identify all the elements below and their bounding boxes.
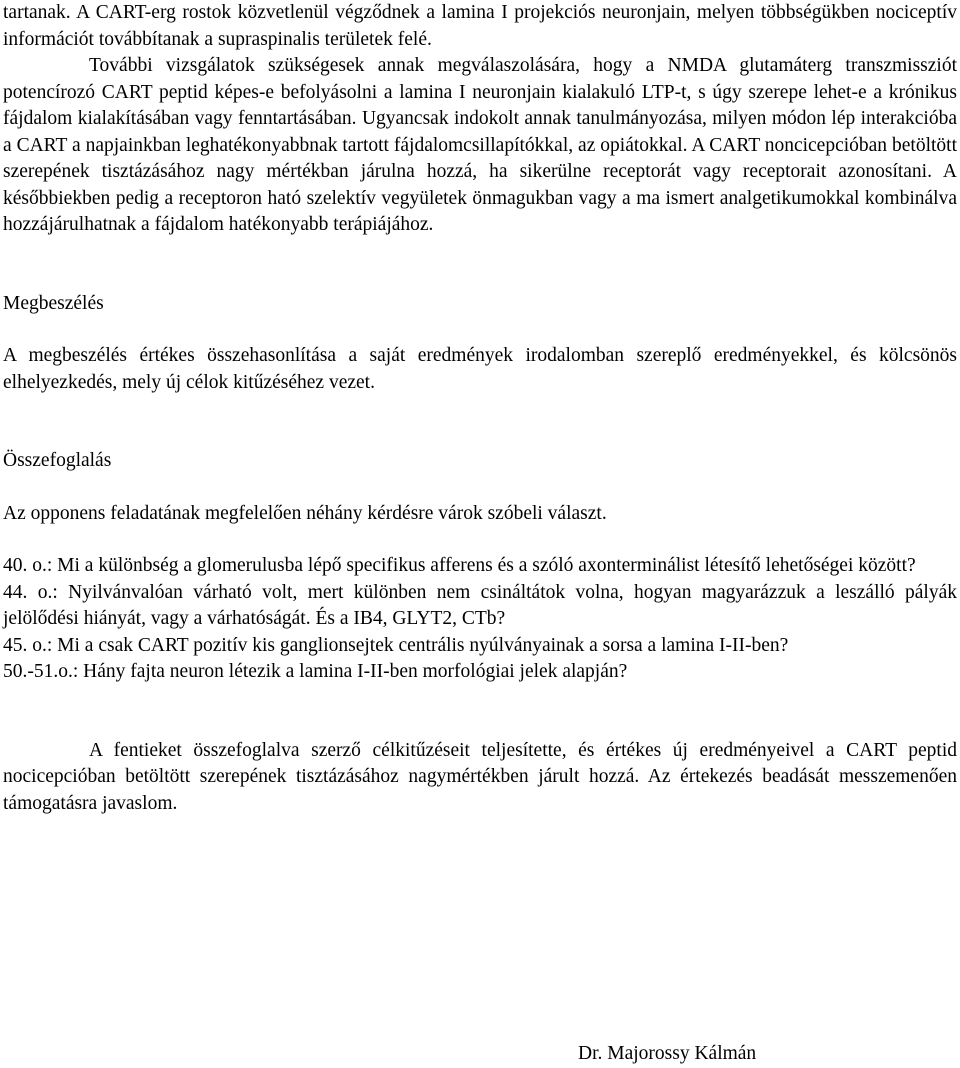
question-item: 40. o.: Mi a különbség a glomerulusba lépő specifikus afferens és a szóló axonterminálist létesítő lehetőségei között?: [3, 555, 916, 576]
section-title-discussion: Megbeszélés: [3, 292, 104, 314]
signature: Dr. Majorossy Kálmán: [578, 1043, 757, 1064]
paragraph-discussion: A megbeszélés értékes összehasonlítása a saját eredmények irodalomban szereplő eredményekkel, és kölcsönös elhelyezkedés, mely új célok kitűzéséhez vezet.: [3, 345, 957, 393]
question-item: 45. o.: Mi a csak CART pozitív kis ganglionsejtek centrális nyúlványainak a sorsa a lamina I-II-ben?: [3, 634, 789, 656]
document-page: [3, 0, 957, 817]
question-list: [3, 553, 957, 686]
spacer: [3, 527, 957, 553]
spacer: [3, 686, 957, 738]
paragraph-continuation: tartanak. A CART-erg rostok közvetlenül végződnek a lamina I projekciós neuronjain, melyen többségükben nociceptív információt továbbítanak a supraspinalis területek felé.: [3, 2, 957, 50]
spacer: [3, 239, 957, 291]
section-title-summary: Összefoglalás: [3, 450, 112, 471]
spacer: [3, 475, 957, 501]
spacer: [3, 396, 957, 448]
paragraph-closing: A fentieket összefoglalva szerző célkitűzéseit teljesítette, és értékes új eredményeivel a CART peptid nocicepcióban betöltött szerepének tisztázásához nagymértékben járult hozzá. Az értekezés beadását messzemenően támogatásra javaslom.: [3, 739, 957, 814]
question-item: 50.-51.o.: Hány fajta neuron létezik a lamina I-II-ben morfológiai jelek alapján?: [3, 661, 628, 682]
paragraph-summary-intro: Az opponens feladatának megfelelően néhány kérdésre várok szóbeli választ.: [3, 502, 607, 524]
paragraph-further-research: További vizsgálatok szükségesek annak megválaszolására, hogy a NMDA glutamáterg transzmissziót potencírozó CART peptid képes-e befolyásolni a lamina I neuronjain kialakuló LTP-t, s úgy szerepe lehet-e a krónikus fájdalom kialakításában vagy fenntartásában. Ugyancsak indokolt annak tanulmányozása, milyen módon lép interakcióba a CART a napjainkban leghatékonyabbnak tartott fájdalomcsillapítókkal, az opiátokkal. A CART noncicepcióban betöltött szerepének tisztázásához nagy mértékban járulna hozzá, ha sikerülne receptorát vagy receptorait azonosítani. A későbbiekben pedig a receptoron ható szelektív vegyületek önmagukban vagy a ma ismert analgetikumokkal kombinálva hozzájárulhatnak a fájdalom hatékonyabb terápiájához.: [3, 55, 957, 235]
question-item: 44. o.: Nyilvánvalóan várható volt, mert különben nem csináltátok volna, hogyan magyarázzuk a leszálló pályák jelölődési hiányát, vagy a várhatóságát. És a IB4, GLYT2, CTb?: [3, 581, 957, 629]
spacer: [3, 317, 957, 343]
